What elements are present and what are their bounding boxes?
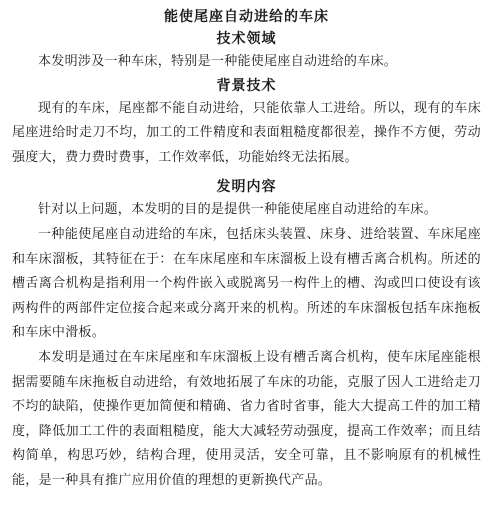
paragraph: 本发明涉及一种车床，特别是一种能使尾座自动进给的车床。 [38,54,398,69]
paragraph: 本发明是通过在车床尾座和车床溜板上设有槽舌离合机构，使车床尾座能根据需要随车床拖板自动进给，有效地拓展了车床的功能，克服了因人工进给走刀不均的缺陷，使操作更加简便和精确、省力省时省事，能大大提高工件的加工精度，降低加工工件的表面粗糙度，能大大减轻劳动强度，提高工作效率；而且结构简单，构思巧妙，结构合理，使用灵活，安全可靠，且不影响原有的机械性能，是一种具有推广应用价值的理想的更新换代产品。 [12,349,481,488]
paragraph: 针对以上问题，本发明的目的是提供一种能使尾座自动进给的车床。 [38,202,438,218]
section-invention-content [12,176,481,493]
section-heading-technical-field: 技术领域 [216,31,277,47]
paragraph: 一种能使尾座自动进给的车床，包括床头装置、床身、进给装置、车床尾座和车床溜板，其特征在于：在车床尾座和车床溜板上设有槽舌离合机构。所述的槽舌离合机构是指利用一个构件嵌入或脱离另一构件上的槽、沟或凹口使设有该两构件的两部件定位接合起来或分离开来的机构。所述的车床溜板包括车床拖板和车床中滑板。 [12,226,481,341]
section-background [12,75,481,171]
document-title: 能使尾座自动进给的车床 [164,9,329,25]
section-technical-field [12,28,481,75]
section-heading-invention-content: 发明内容 [216,179,277,196]
paragraph: 现有的车床，尾座都不能自动进给，只能依靠人工进给。所以，现有的车床尾座进给时走刀不均，加工的工件精度和表面粗糙度都很差，操作不方便，劳动强度大，费力费时费事，工作效率低，功能始终无法拓展。 [12,100,481,165]
section-heading-background: 背景技术 [216,77,277,94]
